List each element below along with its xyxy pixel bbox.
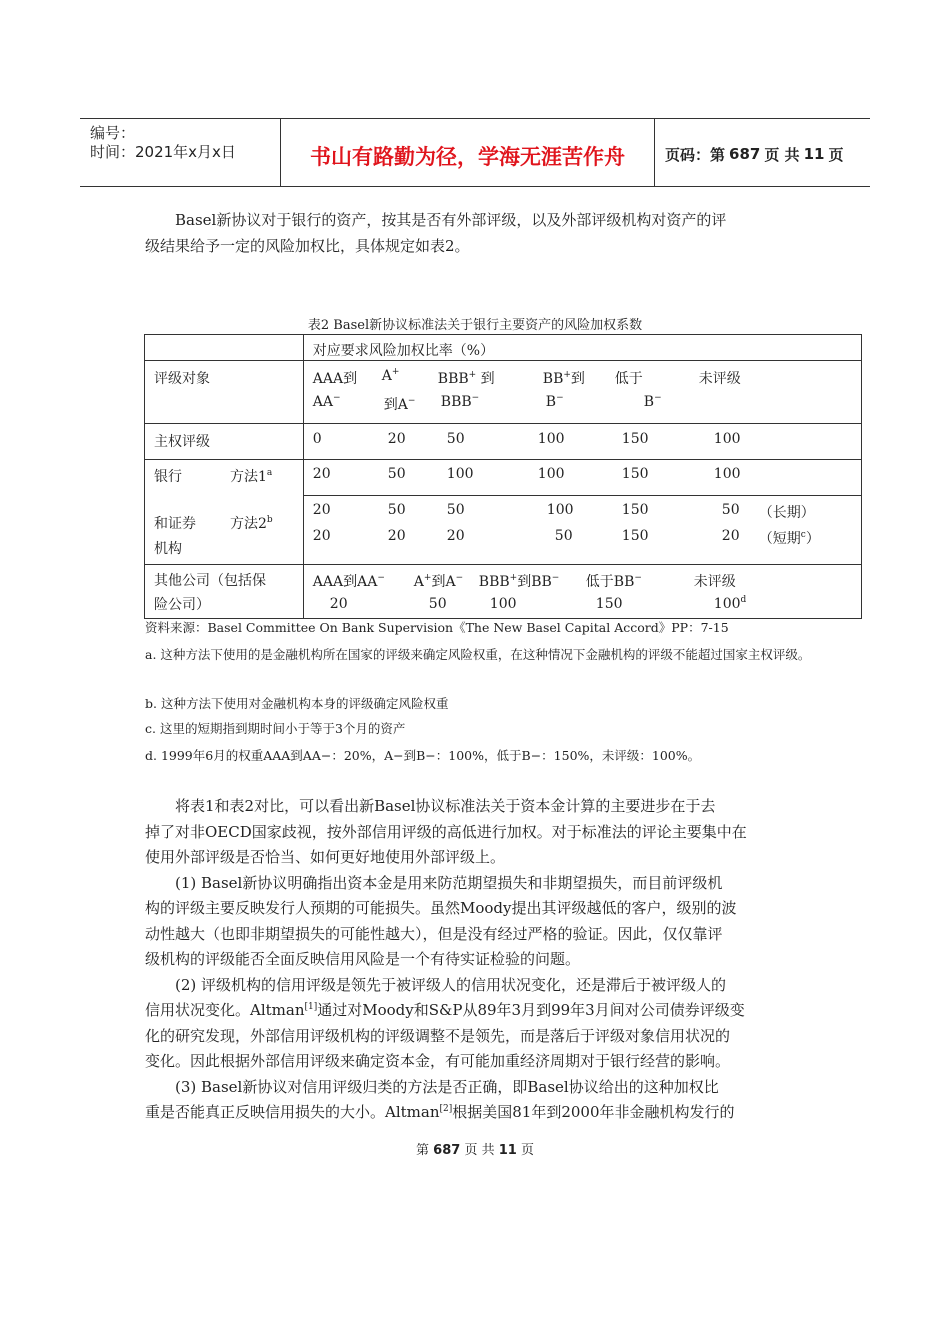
- grade-cell: A+到A−: [413, 573, 464, 590]
- table-row: [145, 496, 862, 565]
- value-cell: 20: [312, 466, 331, 482]
- header-page: [655, 119, 870, 186]
- method2-values: [303, 496, 861, 565]
- grade-b-minus: B−: [545, 393, 564, 410]
- bank-label: 银行: [154, 469, 182, 485]
- table-cell: [145, 496, 304, 565]
- value-cell: 100: [489, 596, 517, 612]
- value-cell: 20: [721, 528, 740, 544]
- grade-cell: AAA到AA−: [312, 573, 385, 590]
- value-cell: 100$^d$: [713, 595, 747, 612]
- number-label: 编号：: [90, 124, 136, 142]
- grade-below: 低于: [614, 371, 643, 387]
- value-cell: 50: [387, 466, 406, 482]
- intro-line: Basel新协议对于银行的资产，按其是否有外部评级，以及外部评级机构对资产的评: [175, 211, 727, 229]
- body-paragraphs: [145, 794, 825, 1126]
- footer-mid: 页 共: [464, 1143, 495, 1158]
- table-header-title: [303, 335, 861, 361]
- long-term-note: （长期）: [758, 505, 815, 521]
- page-footer: [0, 1139, 950, 1158]
- value-cell: 20: [312, 528, 331, 544]
- table-row: [145, 361, 862, 424]
- footer-page-number: 687: [433, 1143, 461, 1158]
- value-cell: 20: [387, 528, 406, 544]
- body-line: 构的评级主要反映发行人预期的可能损失。虽然Moody提出其评级越低的客户，级别的波: [145, 899, 737, 917]
- body-line: 信用状况变化。Altman[1]通过对Moody和S&P从89年3月到99年3月间对公司债券评级变: [145, 1001, 745, 1019]
- value-cell: 150: [621, 466, 649, 482]
- intro-paragraph: [145, 208, 825, 259]
- grade-cell: 未评级: [693, 574, 736, 590]
- table-row: [145, 565, 862, 619]
- value-cell: 20: [312, 502, 331, 518]
- grades-header-cell: [303, 361, 861, 424]
- header-meta: [80, 119, 281, 186]
- value-cell: 150: [621, 502, 649, 518]
- risk-weight-table: [144, 334, 862, 619]
- body-line: 变化。因此根据外部信用评级来确定资本金，有可能加重经济周期对于银行经营的影响。: [145, 1052, 731, 1070]
- institution-label: 机构: [154, 540, 182, 557]
- body-line: 重是否能真正反映信用损失的大小。Altman[2]根据美国81年到2000年非金融机构发行的: [145, 1103, 735, 1121]
- value-cell: 50: [446, 431, 465, 447]
- other-values: [303, 565, 861, 619]
- table-row: [145, 424, 862, 460]
- header-motto: 书山有路勤为径，学海无涯苦作舟: [281, 119, 655, 186]
- table-cell: [145, 460, 304, 496]
- other-label-line: 其他公司（包括保: [154, 573, 266, 589]
- grade-bbb-minus: BBB−: [440, 393, 480, 410]
- footer-total: 11: [498, 1143, 517, 1158]
- grade-aaa: AAA到: [312, 371, 358, 387]
- body-line: (1) Basel新协议明确指出资本金是用来防范期望损失和非期望损失，而目前评级机: [175, 873, 723, 892]
- table-row: [145, 335, 862, 361]
- body-line: 使用外部评级是否恰当、如何更好地使用外部评级上。: [145, 848, 506, 866]
- note-c: c. 这里的短期指到期时间小于等于3个月的资产: [145, 721, 406, 736]
- body-line: 级机构的评级能否全面反映信用风险是一个有待实证检验的问题。: [145, 950, 581, 968]
- value-cell: 50: [446, 502, 465, 518]
- page-label: 页码：第: [665, 145, 726, 164]
- body-line: 动性越大（也即非期望损失的可能性越大），但是没有经过严格的验证。因此，仅仅靠评: [145, 924, 723, 943]
- grade-bb: BB+到: [542, 370, 585, 387]
- body-line: 将表1和表2对比，可以看出新Basel协议标准法关于资本金计算的主要进步在于去: [175, 797, 716, 815]
- value-cell: 20: [329, 596, 348, 612]
- grade-a: A+: [381, 367, 400, 384]
- value-cell: 20: [387, 431, 406, 447]
- value-cell: 0: [312, 431, 322, 447]
- footer-pre: 第: [416, 1143, 430, 1158]
- method2-label: 方法2$^b$: [230, 514, 273, 532]
- short-term-note: （短期$^c$）: [758, 530, 820, 547]
- value-cell: 50: [428, 596, 447, 612]
- other-label-line: 险公司）: [154, 597, 210, 613]
- grade-unrated: 未评级: [698, 371, 741, 387]
- note-b: b. 这种方法下使用对金融机构本身的评级确定风险权重: [145, 696, 449, 711]
- value-cell: 20: [446, 528, 465, 544]
- securities-label: 和证券: [154, 515, 196, 532]
- table-cell: [145, 565, 304, 619]
- value-cell: 50: [387, 502, 406, 518]
- value-cell: 50: [721, 502, 740, 518]
- value-cell: 100: [537, 466, 565, 482]
- value-cell: 100: [446, 466, 474, 482]
- note-d: d. 1999年6月的权重AAA到AA−：20%，A−到B−：100%，低于B−：150%，未评级：100%。: [145, 748, 701, 763]
- table-cell: [145, 424, 304, 460]
- document-header: [80, 118, 870, 187]
- subject-label: 评级对象: [154, 371, 210, 387]
- page-end: 页: [828, 145, 844, 164]
- grade-cell: 低于BB−: [585, 573, 642, 590]
- value-cell: 100: [537, 431, 565, 447]
- citation-ref: [2]: [439, 1104, 453, 1114]
- citation-ref: [1]: [304, 1002, 318, 1012]
- page-mid: 页 共: [764, 145, 800, 164]
- body-line: 掉了对非OECD国家歧视，按外部信用评级的高低进行加权。对于标准法的评论主要集中在: [145, 822, 747, 841]
- method1-values: [303, 460, 861, 496]
- grade-to-a: 到A−: [383, 396, 416, 413]
- value-cell: 150: [621, 431, 649, 447]
- time-label: 时间：2021年x月x日: [90, 143, 236, 161]
- sovereign-label: 主权评级: [154, 434, 210, 450]
- other-label: [145, 565, 303, 617]
- grade-b-minus-2: B−: [643, 393, 662, 410]
- grade-cell: BBB+到BB−: [478, 573, 560, 590]
- footer-post: 页: [520, 1143, 534, 1158]
- body-line: (3) Basel新协议对信用评级归类的方法是否正确，即Basel协议给出的这种加权比: [175, 1077, 719, 1096]
- sovereign-values: [303, 424, 861, 460]
- table-row: [145, 460, 862, 496]
- intro-line: 级结果给予一定的风险加权比，具体规定如表2。: [145, 236, 470, 255]
- value-cell: 50: [554, 528, 573, 544]
- body-line: (2) 评级机构的信用评级是领先于被评级人的信用状况变化，还是滞后于被评级人的: [175, 975, 727, 994]
- page-total: 11: [803, 145, 825, 163]
- value-cell: 100: [713, 431, 741, 447]
- header-title-text: 对应要求风险加权比率（%）: [312, 343, 495, 359]
- grade-bbb: BBB+ 到: [437, 370, 495, 387]
- body-line: 化的研究发现，外部信用评级机构的评级调整不是领先，而是落后于评级对象信用状况的: [145, 1026, 731, 1045]
- value-cell: 100: [546, 502, 574, 518]
- value-cell: 150: [595, 596, 623, 612]
- table-caption: 表2 Basel新协议标准法关于银行主要资产的风险加权系数: [307, 318, 643, 333]
- table-cell-empty: [145, 335, 304, 361]
- source-line: 资料来源：Basel Committee On Bank Supervision《The New Basel Capital Accord》PP：7-15: [145, 620, 729, 635]
- method1-label: 方法1$^a$: [230, 468, 273, 485]
- value-cell: 150: [621, 528, 649, 544]
- table-cell: [145, 361, 304, 424]
- value-cell: 100: [713, 466, 741, 482]
- grade-aa: AA−: [312, 393, 341, 410]
- page-number: 687: [729, 145, 761, 163]
- note-a: a. 这种方法下使用的是金融机构所在国家的评级来确定风险权重，在这种情况下金融机构的评级不能超过国家主权评级。: [145, 647, 811, 662]
